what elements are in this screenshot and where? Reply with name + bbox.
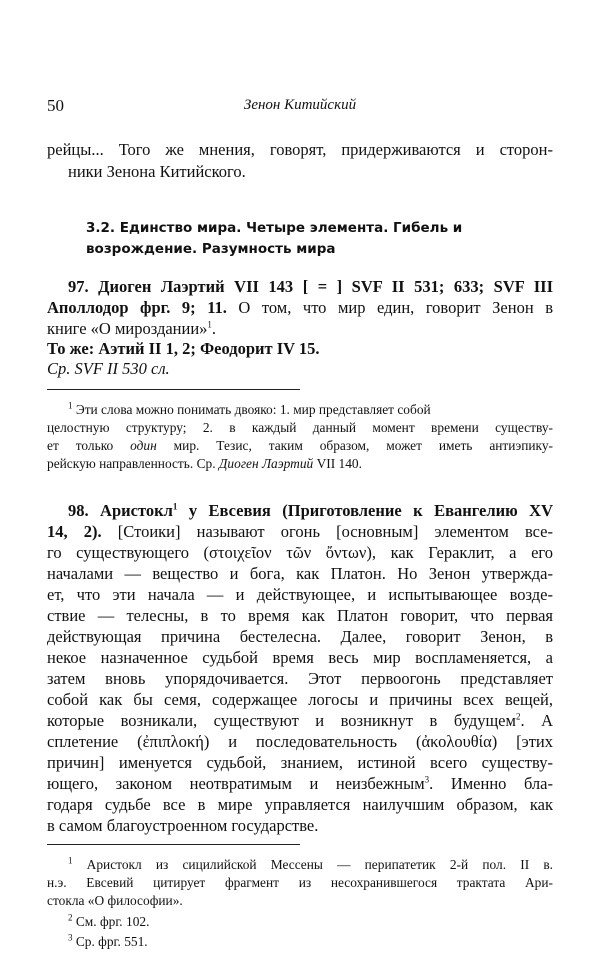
footnote-rule-98 [47, 844, 300, 845]
intro-line-2: ники Зенона Китийского. [68, 162, 246, 181]
frag98-line-7: действующая причина бестелесна. Далее, говорит Зенон, в [47, 627, 553, 646]
frag98-text-14a: ющего, законом неотвратимым и неизбежным [47, 774, 425, 793]
footnote-97-line-2: целостную структуру; 2. в каждый данный момент времени существу- [47, 420, 553, 435]
frag98-line-12: сплетение (ἐπιπλοκή) и последовательность (ἀκολουθία) [этих [47, 732, 553, 751]
footnote-98-2 [68, 913, 149, 930]
frag98-line-10: собой как бы семя, содержащее логосы и причины всех вещей, [47, 690, 553, 709]
frag97-parallels: То же: Аэтий II 1, 2; Феодорит IV 15. [47, 339, 320, 358]
frag98-line-15: годаря судьбе все в мире управляется наилучшим образом, как [47, 795, 553, 814]
frag98-line-13: причин] именуется судьбой, знанием, истиной всего существу- [47, 753, 553, 772]
frag97-book-title: книге «О мироздании» [47, 319, 208, 338]
frag98-source-ref: 14, 2). [47, 522, 102, 541]
page-header [0, 96, 600, 120]
frag98-text-11-end: . А [520, 711, 553, 730]
frag98-author: 98. Аристокл [68, 501, 173, 520]
frag98-text-2: [Стоики] называют огонь [основным] элементом все- [101, 522, 553, 541]
footnote-98-2-marker: 2 [68, 912, 73, 923]
frag98-line-4: началами — вещество и бога, как Платон. Но Зенон утвержда- [47, 564, 553, 583]
frag98-heading [68, 501, 553, 521]
footnote-97-line-1 [68, 401, 431, 418]
frag98-line-6: ствие — телесны, в то время как Платон говорит, что первая [47, 606, 553, 625]
footnote-97-author: Диоген Лаэртий [218, 456, 314, 471]
frag97-line-3 [47, 319, 216, 339]
frag97-cf: Ср. SVF II 530 сл. [47, 359, 170, 378]
running-title: Зенон Китийский [243, 97, 357, 113]
footnote-ref-1: 1 [207, 319, 212, 330]
frag97-line-2 [47, 298, 553, 318]
footnote-ref-98-1: 1 [172, 501, 178, 512]
footnote-97-line-4 [47, 455, 362, 472]
frag98-line-2 [47, 522, 553, 542]
frag98-text-11: которые возникали, существуют и возникнут в будущем [47, 711, 516, 730]
frag98-line-16: в самом благоустроенном государстве. [47, 816, 319, 835]
frag98-line-8: некое назначенное судьбой время весь мир воспламеняется, а [47, 648, 553, 667]
intro-line-1: рейцы... Того же мнения, говорят, придерживаются и сторон- [47, 140, 553, 159]
section-title-line-2: возрождение. Разумность мира [86, 241, 336, 257]
frag98-line-11 [47, 711, 553, 731]
footnote-rule [47, 389, 300, 390]
footnote-97-marker: 1 [68, 400, 73, 411]
frag97-text: О том, что мир един, говорит Зенон в [226, 298, 553, 317]
footnote-97-emphasis: один [130, 438, 157, 453]
footnote-ref-98-3: 3 [424, 774, 430, 785]
frag98-source: у Евсевия (Приготовление к Евангелию XV [177, 501, 553, 520]
footnote-98-1-marker: 1 [68, 855, 73, 866]
section-title-line-1: 3.2. Единство мира. Четыре элемента. Гибель и [86, 220, 463, 236]
footnote-97-text-3a: ет только [47, 438, 131, 453]
footnote-98-3-marker: 3 [68, 932, 73, 943]
footnote-98-1-line-3: стокла «О философии». [47, 893, 183, 908]
footnote-98-1-line-2: н.э. Евсевий цитирует фрагмент из несохранившегося трактата Ари- [47, 875, 553, 890]
footnote-97-text-3b: мир. Тезис, таким образом, может иметь антиэпику- [156, 438, 553, 453]
footnote-98-3 [68, 933, 148, 950]
frag97-source: Аполлодор фрг. 9; 11. [47, 298, 227, 317]
page-number: 50 [47, 96, 64, 115]
footnote-97-text-1: Эти слова можно понимать двояко: 1. мир представляет собой [72, 402, 431, 417]
frag98-line-5: ет, что эти начала — и действующее, и испытывающее возде- [47, 585, 553, 604]
footnote-ref-98-2: 2 [515, 711, 521, 722]
frag98-line-9: затем вновь упорядочивается. Этот первоогонь представляет [47, 669, 553, 688]
frag98-line-3: го существующего (στοιχεῖον τῶν ὄντων), как Гераклит, а его [47, 543, 553, 562]
footnote-97-text-4a: рейскую направленность. Ср. [47, 456, 219, 471]
footnote-98-3-text: Ср. фрг. 551. [72, 934, 148, 949]
footnote-98-2-text: См. фрг. 102. [72, 914, 150, 929]
frag98-line-14 [47, 774, 553, 794]
frag97-heading: 97. Диоген Лаэртий VII 143 [ = ] SVF II 531; 633; SVF III [68, 277, 553, 296]
footnote-98-1-text-1: Аристокл из сицилийской Мессены — перипатетик 2-й пол. II в. [72, 857, 553, 872]
frag97-line-3-end: . [211, 319, 217, 338]
footnote-98-1-line-1 [68, 856, 553, 873]
footnote-97-text-4b: VII 140. [313, 456, 362, 471]
frag98-text-14b: . Именно бла- [429, 774, 553, 793]
footnote-97-line-3 [47, 437, 553, 454]
